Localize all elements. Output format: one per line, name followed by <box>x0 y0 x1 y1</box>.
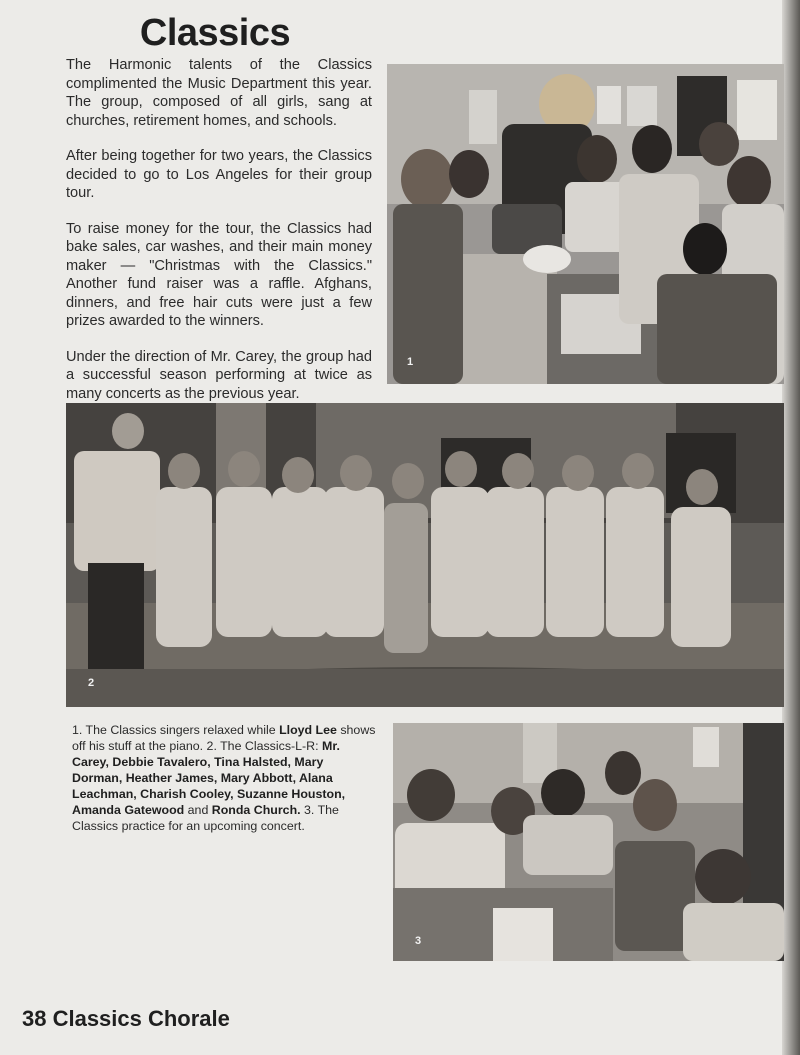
photo-3-practice <box>393 723 784 961</box>
caption-2-last-name: Ronda Church. <box>211 803 301 817</box>
photo-1-piano <box>387 64 784 384</box>
caption-2-names: Mr. Carey, Debbie Tavalero, Tina Halsted, Mary Dorman, Heather James, Mary Abbott, Alana Leachman, Charish Cooley, Suzanne Houston, Amanda Gatewood <box>72 739 346 817</box>
caption-1-text-end: shows off his stuff at the piano. 2. The Classics-L-R: <box>72 723 376 753</box>
paragraph-1: The Harmonic talents of the Classics complimented the Music Department this year. The group, composed of all girls, sang at churches, retirement homes, and schools. <box>66 57 372 129</box>
photo-captions <box>72 722 376 834</box>
caption-2-and: and <box>184 803 212 817</box>
caption-3-text: 3. The Classics practice for an upcoming concert. <box>72 803 339 833</box>
caption-1-name: Lloyd Lee <box>279 723 337 737</box>
photo-3-number: 3 <box>415 935 422 947</box>
photo-2-group-portrait <box>66 403 784 707</box>
book-spine-shadow <box>782 0 800 1055</box>
paragraph-4: Under the direction of Mr. Carey, the group had a successful season performing at twice as many concerts as the previous year. <box>66 348 372 402</box>
caption-1-text: 1. The Classics singers relaxed while <box>72 723 280 737</box>
photo-2-number: 2 <box>88 677 95 689</box>
page-title: Classics <box>139 12 291 54</box>
paragraph-2: After being together for two years, the Classics decided to go to Los Angeles for their group tour. <box>66 148 372 201</box>
paragraph-3: To raise money for the tour, the Classics had bake sales, car washes, and their main money maker — "Christmas with the Classics." Another fund raiser was a raffle. Afghans, dinners, and free hair cuts were just a few prizes awarded to the winners. <box>66 220 372 329</box>
article-body <box>66 56 372 420</box>
photo-1-number: 1 <box>407 356 414 368</box>
page-footer: 38 Classics Chorale <box>22 1006 230 1031</box>
